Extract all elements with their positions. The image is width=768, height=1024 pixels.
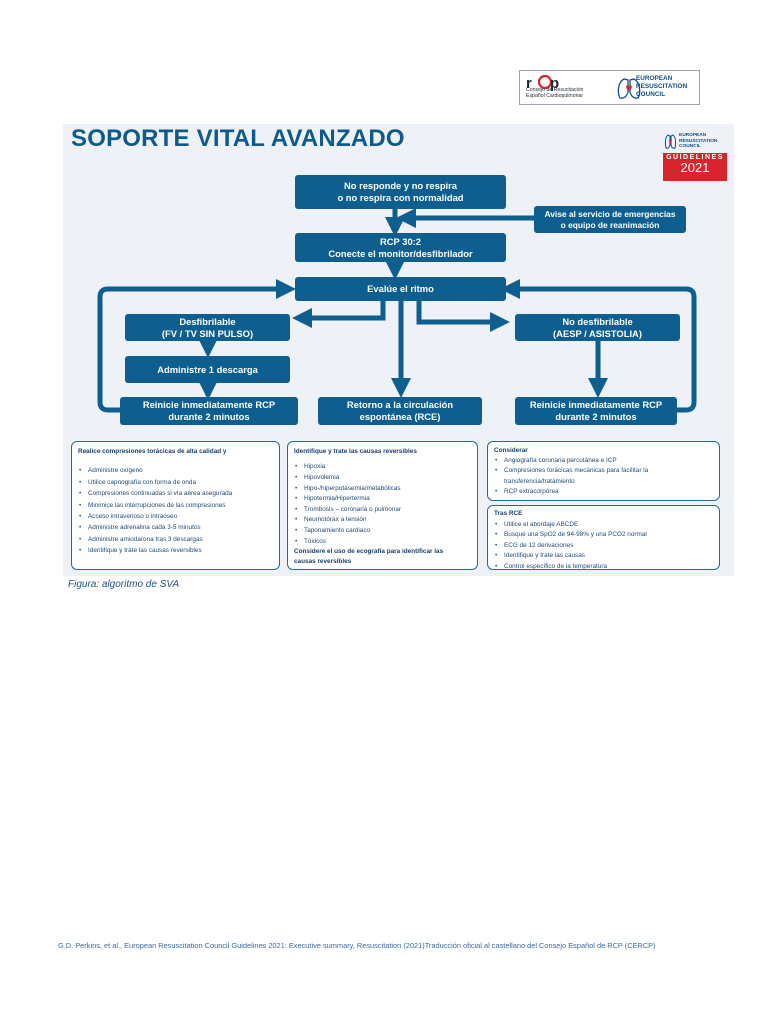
quality-cpr-heading: Realice compresiones torácicas de alta calidad y (78, 448, 227, 455)
list-item: • Control específico de la temperatura (494, 562, 713, 573)
list-item: • Identifique y trate las causas reversibles (78, 545, 273, 556)
post-rosc-heading: Tras RCE (494, 510, 523, 517)
non-shockable-box (515, 314, 680, 341)
consider-list (494, 456, 713, 497)
ultrasound-note-line2: causas reversibles (294, 558, 352, 566)
non-shockable-line1: No desfibrilable (562, 315, 633, 327)
resume-right-line1: Reinicie inmediatamente RCP (529, 399, 663, 410)
resume-left-line2: durante 2 minutos (168, 411, 250, 422)
list-item: • Tóxicos (294, 537, 471, 548)
list-item: • Administre adrenalina cada 3-5 minutos (78, 522, 273, 533)
assess-rhythm-label: Evalúe el ritmo (367, 283, 434, 294)
ultrasound-note-line1: Considere el uso de ecografía para identificar las (294, 548, 444, 556)
resume-cpr-right-box (515, 397, 677, 425)
non-shockable-line2: (AESP / ASISTOLIA) (553, 327, 642, 339)
erc-logo-text: EUROPEAN RESUSCITATION COUNCIL (636, 75, 688, 98)
list-item: • Compresiones torácicas mecánicas para facilitar la transferencia/tratamiento (494, 466, 713, 486)
unresponsive-box (295, 175, 506, 209)
citation-footer: G.D. Perkins, et al., European Resuscitation Council Guidelines 2021: Executive summary, Resuscitation (2021)Traducción oficial al castellano del Consejo Español de RCP (CERCP) (58, 941, 656, 950)
shockable-line1: Desfibrilable (179, 315, 236, 327)
resume-right-line2: durante 2 minutos (555, 411, 637, 422)
page-title: SOPORTE VITAL AVANZADO (71, 125, 405, 152)
reversible-causes-list (294, 462, 471, 547)
rosc-box (318, 397, 482, 425)
list-item: • Trombosis – coronaria o pulmonar (294, 505, 471, 516)
post-rosc-box (487, 505, 720, 570)
alert-line2: o equipo de reanimación (560, 219, 660, 230)
list-item: • Hipoxia (294, 462, 471, 473)
list-item: • Angiografía coronaria percutánea e ICP (494, 456, 713, 466)
svg-text:p: p (550, 75, 560, 92)
quality-cpr-box (71, 441, 280, 570)
cpr-line2: Conecte el monitor/desfibrilador (328, 247, 473, 259)
list-item: • RCP extracorpórea (494, 487, 713, 497)
list-item: • Hipovolemia (294, 473, 471, 484)
consider-box (487, 441, 720, 501)
unresponsive-line2: o no respira con normalidad (337, 192, 464, 203)
list-item: • Acceso intravenoso o intraóseo (78, 511, 273, 522)
consider-heading: Considerar (494, 447, 528, 454)
alert-line1: Avise al servicio de emergencias (544, 208, 676, 219)
shockable-line2: (FV / TV SIN PULSO) (161, 327, 254, 339)
list-item: • Administre oxígeno (78, 465, 273, 476)
list-item: • Busque una SpO2 de 94-98% y una PCO2 normal (494, 530, 713, 541)
quality-cpr-list (78, 465, 273, 556)
list-item: • Utilice capnografía con forma de onda (78, 477, 273, 488)
list-item: • Compresiones continuadas si vía aérea asegurada (78, 488, 273, 499)
reversible-causes-heading: Identifique y trate las causas reversibles (294, 448, 417, 455)
figure-caption: Figura: algoritmo de SVA (68, 579, 180, 590)
shockable-box (125, 314, 290, 341)
list-item: • Minimice las interrupciones de las compresiones (78, 500, 273, 511)
list-item: • ECG de 12 derivaciones (494, 541, 713, 552)
list-item: • Taponamiento cardiaco (294, 526, 471, 537)
cercp-logo-text: Consejo de Resucitación Español Cardiopulmonar (526, 87, 584, 99)
one-shock-box (125, 356, 290, 383)
rosc-line2: espontánea (RCE) (359, 411, 441, 422)
cpr-monitor-box (295, 233, 506, 262)
reversible-causes-box (287, 441, 478, 570)
resume-left-line1: Reinicie inmediatamente RCP (142, 399, 276, 410)
unresponsive-line1: No responde y no respira (343, 180, 458, 191)
rosc-line1: Retorno a la circulación (346, 399, 454, 410)
list-item: • Administre amiodarona tras 3 descargas (78, 534, 273, 545)
badge-org: EUROPEAN RESUSCITATION COUNCIL (679, 133, 718, 149)
list-item: • Hipotermia/Hipertermia (294, 494, 471, 505)
list-item: • Neumotórax a tensión (294, 515, 471, 526)
list-item: • Hipo-/hiperpotasemia/metabólicas (294, 484, 471, 495)
alert-emergency-box (534, 206, 686, 233)
assess-rhythm-box (295, 277, 506, 301)
resume-cpr-left-box (120, 397, 298, 425)
post-rosc-list (494, 520, 713, 573)
badge-year: 2021 (680, 160, 710, 175)
badge-guidelines: GUIDELINES (666, 154, 724, 161)
list-item: • Utilice el abordaje ABCDE (494, 520, 713, 531)
cpr-line1: RCP 30:2 (380, 235, 421, 247)
one-shock-label: Administre 1 descarga (157, 363, 258, 375)
svg-text:r: r (526, 75, 532, 92)
ultrasound-note (294, 547, 471, 567)
list-item: • Identifique y trate las causas (494, 551, 713, 562)
